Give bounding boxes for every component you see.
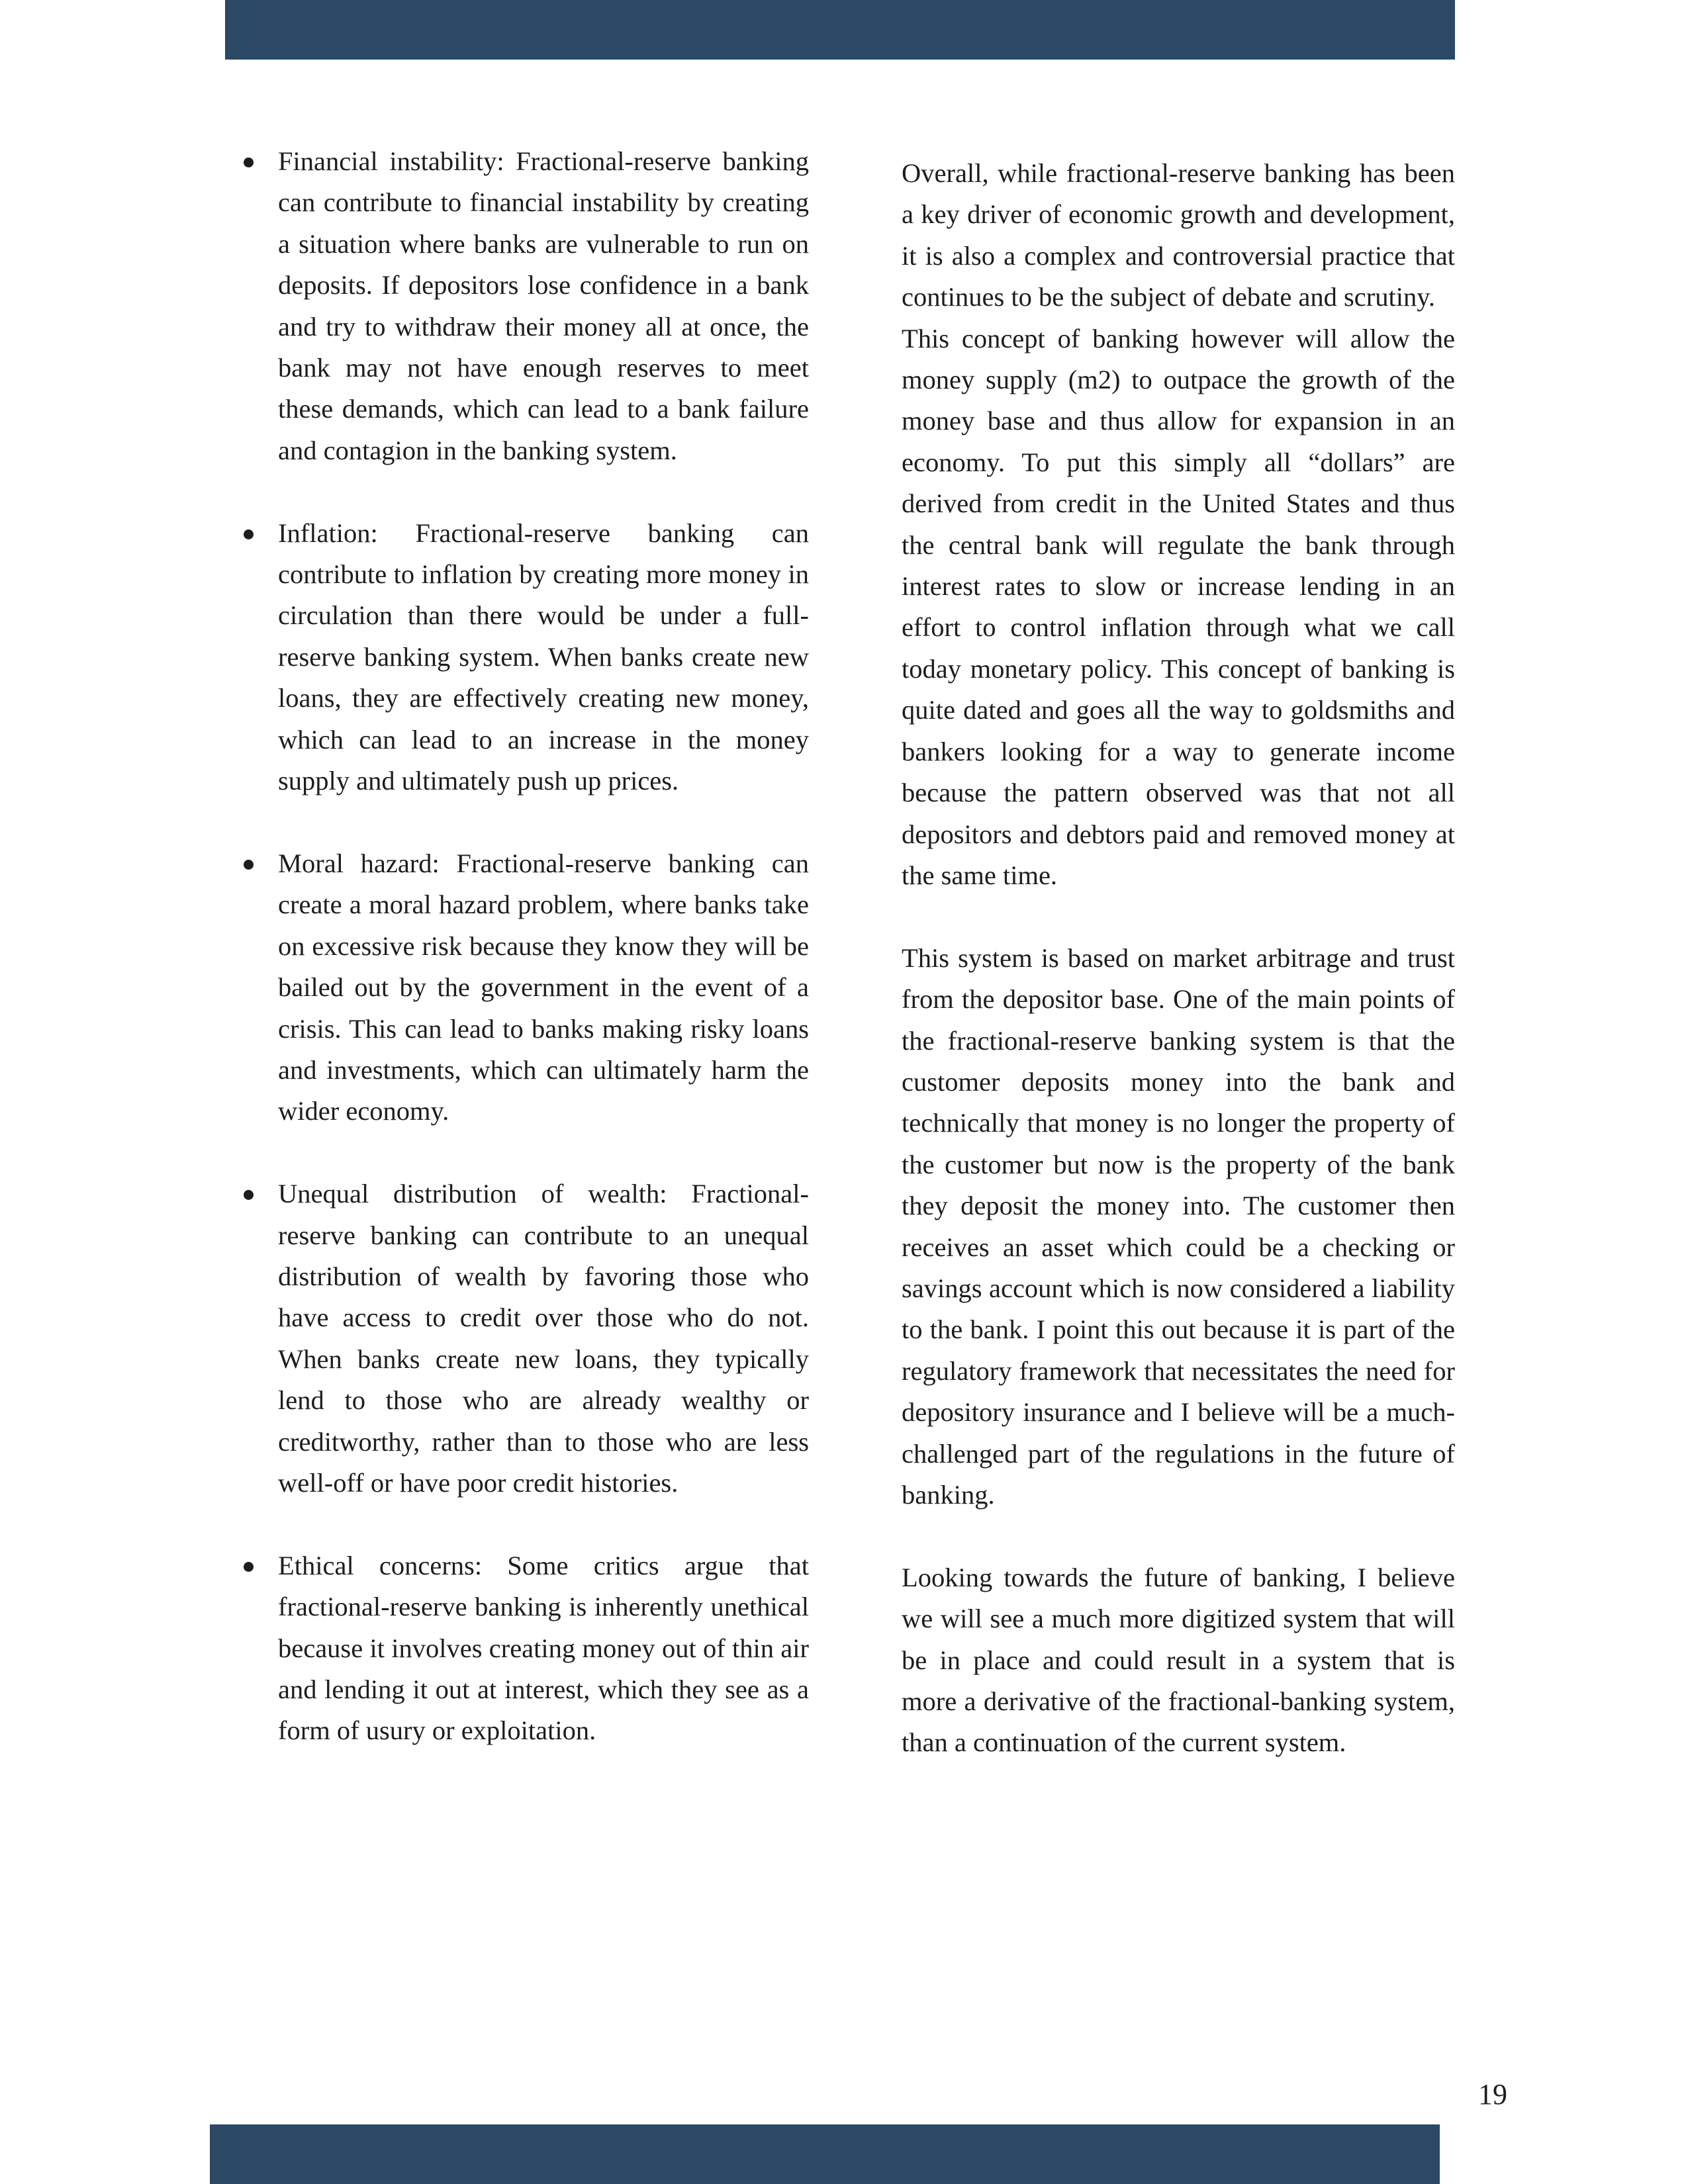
- bullet-icon: [244, 158, 254, 167]
- bullet-text: Financial instability: Fractional-reserve banking can contribute to financial instability by creating a situation where banks are vulnerable to run on deposits. If depositors lose confidence in a bank and try to withdraw their money all at once, the bank may not have enough reserves to meet these demands, which can lead to a bank failure and contagion in the banking system.: [278, 146, 809, 465]
- right-column: [902, 153, 1455, 1764]
- bullet-list: [238, 141, 809, 1752]
- bullet-text: Unequal distribution of wealth: Fractional-reserve banking can contribute to an unequal distribution of wealth by favoring those who have access to credit over those who do not. When banks create new loans, they typically lend to those who are already wealthy or creditworthy, rather than to those who are less well-off or have poor credit histories.: [278, 1179, 809, 1498]
- paragraph-overall: Overall, while fractional-reserve banking has been a key driver of economic growth and development, it is also a complex and controversial practice that continues to be the subject of debate and scrutiny.: [902, 158, 1455, 312]
- list-item: [238, 1545, 809, 1752]
- list-item: [238, 1173, 809, 1504]
- bullet-icon: [244, 1562, 254, 1572]
- page-number: 19: [1478, 2078, 1507, 2111]
- header-band: [225, 0, 1455, 60]
- list-item: [238, 141, 809, 471]
- paragraph-arbitrage: This system is based on market arbitrage and trust from the depositor base. One of the main points of the fractional-reserve banking system is that the customer deposits money into the bank and technically that money is no longer the property of the customer but now is the property of the bank they deposit the money into. The customer then receives an asset which could be a checking or savings account which is now considered a liability to the bank. I point this out because it is part of the regulatory framework that necessitates the need for depository insurance and I believe will be a much-challenged part of the regulations in the future of banking.: [902, 942, 1455, 1510]
- bullet-icon: [244, 529, 254, 539]
- left-column: [238, 141, 809, 1752]
- list-item: [238, 513, 809, 802]
- bullet-icon: [244, 1190, 254, 1200]
- bullet-text: Inflation: Fractional-reserve banking can contribute to inflation by creating more money in circulation than there would be under a full-reserve banking system. When banks create new loans, they are effectively creating new money, which can lead to an increase in the money supply and ultimately push up prices.: [278, 518, 809, 796]
- paragraph-concept: This concept of banking however will allow the money supply (m2) to outpace the growth of the money base and thus allow for expansion in an economy. To put this simply all “dollars” are derived from credit in the United States and thus the central bank will regulate the bank through interest rates to slow or increase lending in an effort to control inflation through what we call today monetary policy. This concept of banking is quite dated and goes all the way to goldsmiths and bankers looking for a way to generate income because the pattern observed was that not all depositors and debtors paid and removed money at the same time.: [902, 323, 1455, 890]
- list-item: [238, 843, 809, 1132]
- bullet-icon: [244, 860, 254, 870]
- bullet-text: Moral hazard: Fractional-reserve banking can create a moral hazard problem, where banks take on excessive risk because they know they will be bailed out by the government in the event of a crisis. This can lead to banks making risky loans and investments, which can ultimately harm the wider economy.: [278, 848, 809, 1126]
- footer-band: [210, 2124, 1440, 2184]
- bullet-text: Ethical concerns: Some critics argue that fractional-reserve banking is inherently unethical because it involves creating money out of thin air and lending it out at interest, which they see as a form of usury or exploitation.: [278, 1550, 809, 1746]
- paragraph-future: Looking towards the future of banking, I believe we will see a much more digitized system that will be in place and could result in a system that is more a derivative of the fractional-banking system, than a continuation of the current system.: [902, 1562, 1455, 1758]
